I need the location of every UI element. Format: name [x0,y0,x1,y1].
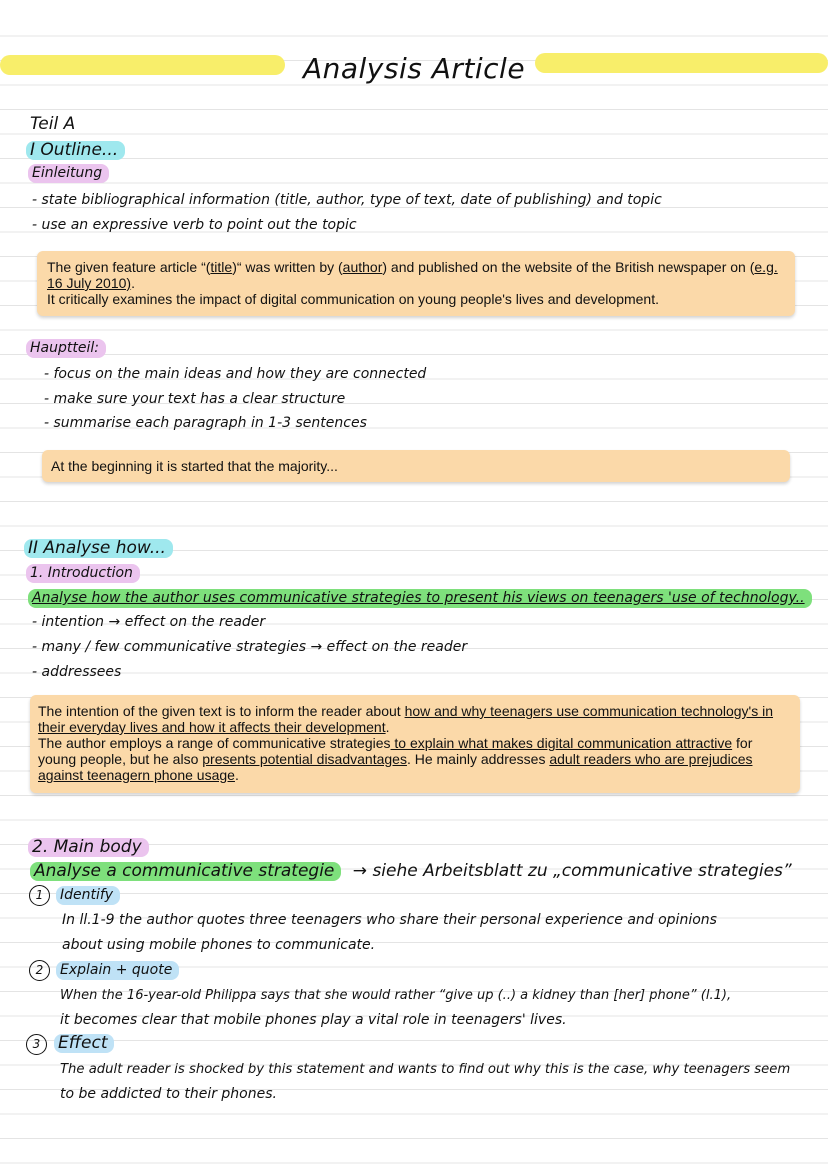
step-3-number: 3 [26,1034,47,1055]
outline-heading-text: I Outline... [26,141,125,160]
introduction-label-text: 1. Introduction [26,564,140,583]
einleitung-example-box [37,251,795,316]
einleitung-box-line-2: It critically examines the impact of digital communication on young people's lives and development. [47,291,659,307]
einleitung-box-text-c: ) and published on the website of the British newspaper on ( [382,259,755,275]
analyse-heading-text: II Analyse how... [24,539,173,558]
intro-box-text-d: for young people, but he also [38,735,753,767]
introduction-example-box [30,695,800,793]
step-1-number: 1 [29,885,50,906]
analyse-heading [24,538,173,558]
hauptteil-bullet-3: - summarise each paragraph in 1-3 sentences [44,415,367,431]
intro-box-text-c: The author employs a range of communicative strategies [38,735,391,751]
step-2-number: 2 [29,960,50,981]
step-3-label [54,1033,114,1053]
main-body-label-text: 2. Main body [28,838,149,857]
intro-box-underline-4: adult readers who are prejudices against teenagern phone usage [38,751,753,783]
step-1-label [56,886,120,905]
einleitung-bullet-2: - use an expressive verb to point out the topic [32,217,357,233]
main-body-label [28,837,149,857]
einleitung-box-date: e.g. 16 July 2010) [47,259,778,291]
einleitung-box-text-b: )“ was written by ( [232,259,343,275]
hauptteil-example-box: At the beginning it is started that the majority... [42,450,790,482]
introduction-task [28,589,812,608]
step-1-label-text: Identify [56,886,120,905]
intro-box-underline-3: presents potential disadvantages [202,751,407,767]
einleitung-box-text-a: The given feature article “( [47,259,211,275]
step-2-label [56,961,179,980]
step-1-line-2: about using mobile phones to communicate. [62,937,376,953]
main-body-task: Analyse a communicative strategie [30,862,341,881]
intro-box-underline-2: to explain what makes digital communication attractive [390,735,733,751]
step-3-line-2: to be addicted to their phones. [60,1086,277,1102]
step-2-line-1: When the 16-year-old Philippa says that she would rather “give up (..) a kidney than [her] phone” (l.1), [60,988,732,1003]
hauptteil-bullet-1: - focus on the main ideas and how they are connected [44,366,427,382]
einleitung-label-text: Einleitung [28,164,109,183]
introduction-bullet-3: - addressees [32,664,122,680]
hauptteil-label [26,339,106,358]
einleitung-box-title: title [210,259,233,275]
einleitung-box-text-d: . [131,275,135,291]
hauptteil-bullet-2: - make sure your text has a clear structure [44,391,346,407]
intro-box-text-a: The intention of the given text is to inform the reader about [38,703,405,719]
introduction-task-text: Analyse how the author uses communicative strategies to present his views on teenagers 'use of technology.. [28,589,812,608]
step-2-line-2: it becomes clear that mobile phones play a vital role in teenagers' lives. [60,1012,567,1028]
intro-box-text-e: . He mainly addresses [406,751,550,767]
teil-label: Teil A [30,114,76,134]
intro-box-text-b: . [385,719,390,735]
main-body-task-row [30,861,792,881]
page-title: Analysis Article [302,52,526,85]
introduction-label [26,564,140,583]
introduction-bullet-2: - many / few communicative strategies → effect on the reader [32,639,468,655]
einleitung-box-author: author [342,259,383,275]
einleitung-label [28,164,109,183]
intro-box-underline-1: how and why teenagers use communication technology's in their everyday lives and how it affects their development [38,703,774,735]
hauptteil-label-text: Hauptteil: [26,339,106,358]
introduction-bullet-1: - intention → effect on the reader [32,614,266,630]
step-3-label-text: Effect [54,1034,114,1053]
outline-heading [26,140,125,160]
step-2-label-text: Explain + quote [56,961,179,980]
step-3-line-1: The adult reader is shocked by this statement and wants to find out why this is the case, why teenagers seem [60,1062,791,1077]
step-1-line-1: In ll.1-9 the author quotes three teenagers who share their personal experience and opinions [62,912,717,928]
intro-box-text-f: . [234,767,239,783]
main-body-arrow-note: → siehe Arbeitsblatt zu „communicative strategies” [352,861,792,881]
einleitung-bullet-1: - state bibliographical information (title, author, type of text, date of publishing) and topic [32,192,662,208]
